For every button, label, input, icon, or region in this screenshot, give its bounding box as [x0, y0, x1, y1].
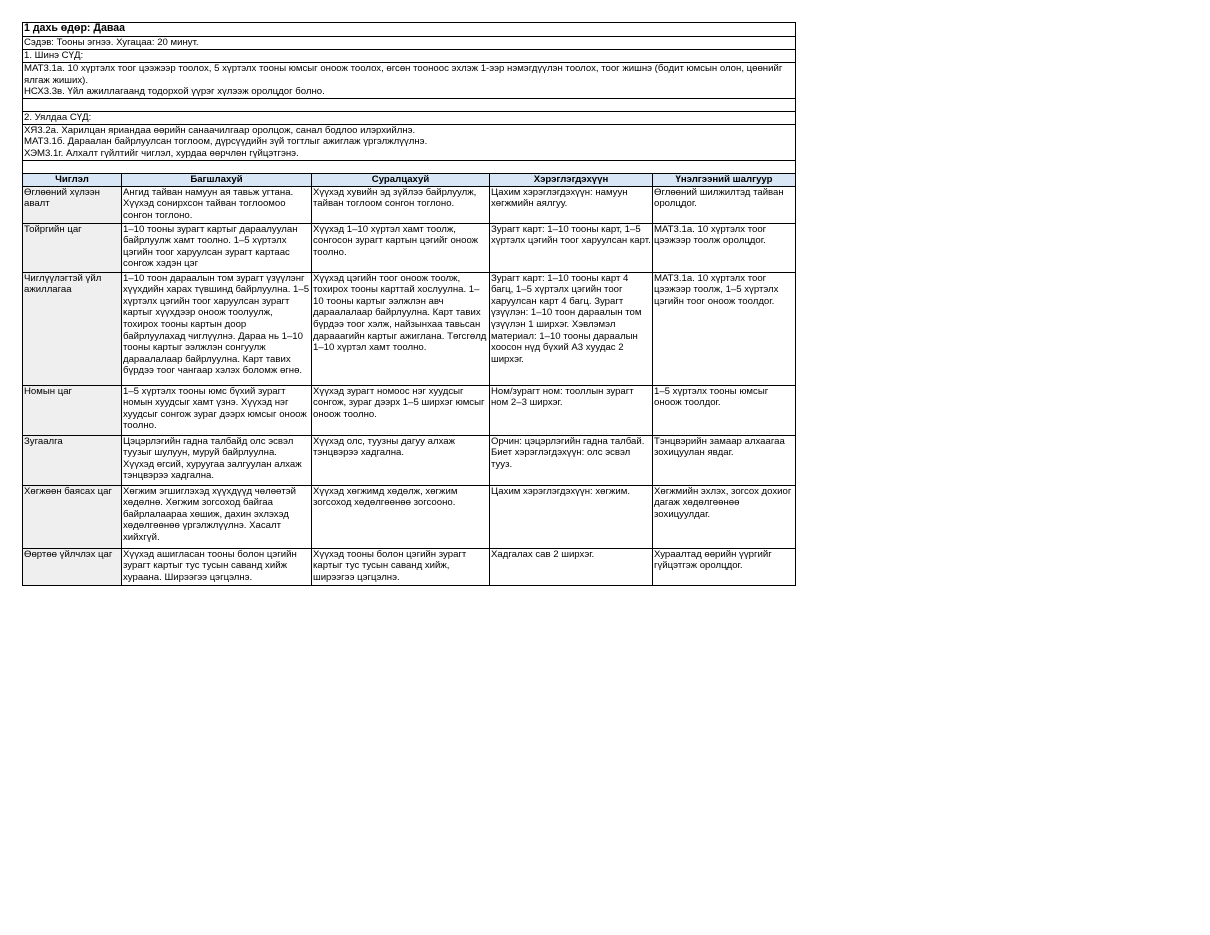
- table-row: [23, 435, 796, 485]
- column-header: Хэрэглэгдэхүүн: [490, 173, 653, 186]
- teaching-cell: [122, 223, 312, 272]
- section1-label: 1. Шинэ СҮД:: [23, 50, 796, 63]
- lesson-header-table: [22, 22, 796, 174]
- section2-line: ХЭМ3.1г. Алхалт гүйлтийг чиглэл, хурдаа өөрчлөн гүйцэтгэнэ.: [24, 147, 299, 159]
- learning-cell: Хүүхэд зурагт номоос нэг хуудсыг сонгож, зураг дээрх 1–5 ширхэг юмсыг оноож тоолно.: [312, 385, 490, 435]
- table-row: [23, 548, 796, 585]
- teaching-text: 1–10 тоон дараалын том зурагт үзүүлэнг хүүхдийн харах түвшинд байрлуулна. 1–5 хүртэлх цэгийн тоог харуулсан зурагт картыг хүүхдээр оноож тоолуулж, тохирох тооны картын доор байрлуулахад чиглүүлнэ. Дараа нь 1–10 тооны картыг ээлжлэн сонгуулж дараалалаар байрлуулна. Карт тавих бүрдээ тоог чангаар хэлэх боломж өгнө.: [123, 272, 310, 377]
- assessment-cell: МАТ3.1а. 10 хүртэлх тоог цээжээр тоолж оролцдог.: [653, 223, 796, 272]
- stage-cell: Өөртөө үйлчлэх цаг: [23, 548, 122, 585]
- section2-content: [23, 124, 796, 160]
- assessment-cell: 1–5 хүртэлх тооны юмсыг оноож тоолдог.: [653, 385, 796, 435]
- learning-cell: Хүүхэд цэгийн тоог оноож тоолж, тохирох тооны карттай хослуулна. 1–10 тооны картыг ээлжлэн авч дараалалаар байрлуулна. Карт тавих бүрдээ тоог хэлж, найзынхаа тавьсан дарааагийн картыг ажиглана. Төгсгөлд 1–10 хүртэл хамт тоолно.: [312, 272, 490, 385]
- lesson-plan-sheet: [22, 22, 795, 586]
- table-row: [23, 272, 796, 385]
- column-header: Үнэлгээний шалгуур: [653, 173, 796, 186]
- materials-cell: Орчин: цэцэрлэгийн гадна талбай. Биет хэрэглэгдэхүүн: олс эсвэл тууз.: [490, 435, 653, 485]
- materials-cell: Цахим хэрэглэгдэхүүн: хөгжим.: [490, 485, 653, 548]
- section2-line: МАТ3.1б. Дараалан байрлуулсан тоглоом, дүрсүүдийн зүй тогтлыг ажиглаж үргэлжлүүлнэ.: [24, 136, 428, 148]
- day-title: 1 дахь өдөр: Даваа: [23, 23, 796, 37]
- teaching-cell: Ангид тайван намуун ая тавьж угтана. Хүүхэд сонирхсон тайван тоглоомоо сонгон тоглоно.: [122, 186, 312, 223]
- learning-cell: Хүүхэд 1–10 хүртэл хамт тоолж, сонгосон зурагт картын цэгийг оноож тоолно.: [312, 223, 490, 272]
- teaching-cell: [122, 272, 312, 385]
- materials-cell: Зурагт карт: 1–10 тооны карт, 1–5 хүртэлх цэгийн тоог харуулсан карт.: [490, 223, 653, 272]
- table-row: [23, 186, 796, 223]
- assessment-cell: Хөгжмийн эхлэх, зогсох дохиог дагаж хөдөлгөөнөө зохицуулдаг.: [653, 485, 796, 548]
- topic-line: Сэдэв: Тооны эгнээ. Хугацаа: 20 минут.: [23, 37, 796, 50]
- teaching-cell: 1–5 хүртэлх тооны юмс бүхий зурагт номын хуудсыг хамт үзнэ. Хүүхэд нэг хуудсыг сонгож зураг дээрх юмсыг оноож тоолно.: [122, 385, 312, 435]
- materials-cell: Ном/зурагт ном: тооллын зурагт ном 2–3 ширхэг.: [490, 385, 653, 435]
- materials-cell: Зурагт карт: 1–10 тооны карт 4 багц, 1–5 хүртэлх цэгийн тоог харуулсан карт 4 багц. Зурагт үзүүлэн: 1–10 тоон дараалын том үзүүлэн 1 ширхэг. Хэвлэмэл материал: 1–10 тооны дараалын хоосон нүд бүхий А3 хуудас 2 ширхэг.: [490, 272, 653, 385]
- stage-cell: Тойргийн цаг: [23, 223, 122, 272]
- assessment-cell: Хураалтад өөрийн үүргийг гүйцэтгэж оролцдог.: [653, 548, 796, 585]
- stage-cell: Өглөөний хүлээн авалт: [23, 186, 122, 223]
- section2-label: 2. Уялдаа СҮД:: [23, 111, 796, 124]
- section2-line: ХЯ3.2а. Харилцан яриандаа өөрийн санаачилгаар оролцож, санал бодлоо илэрхийлнэ.: [24, 124, 416, 136]
- empty-row: [23, 160, 796, 173]
- materials-cell: Цахим хэрэглэгдэхүүн: намуун хөгжмийн аялгуу.: [490, 186, 653, 223]
- section1-line: НСХ3.3в. Үйл ажиллагаанд тодорхой үүрэг хүлээж оролцдог болно.: [24, 86, 325, 98]
- stage-cell: Зугаалга: [23, 435, 122, 485]
- learning-cell: Хүүхэд олс, туузны дагуу алхаж тэнцвэрээ хадгална.: [312, 435, 490, 485]
- assessment-cell: МАТ3.1а. 10 хүртэлх тоог цээжээр тоолж, 1–5 хүртэлх цэгийн тоог оноож тоолдог.: [653, 272, 796, 385]
- section1-line: МАТ3.1а. 10 хүртэлх тоог цээжээр тоолох, 5 хүртэлх тооны юмсыг оноож тоолох, өгсөн тооноос эхлэж 1-ээр нэмэгдүүлэн тоолох, тоог жишнэ (бодит юмсын олон, цөөнийг ялгаж жиших).: [24, 63, 783, 86]
- teaching-cell: Цэцэрлэгийн гадна талбайд олс эсвэл туузыг шулуун, муруй байрлуулна. Хүүхэд өгсий, хуруугаа залгуулан алхаж тэнцвэрээ хадгална.: [122, 435, 312, 485]
- column-header: Чиглэл: [23, 173, 122, 186]
- teaching-cell: Хүүхэд ашигласан тооны болон цэгийн зурагт картыг тус тусын саванд хийж хураана. Ширээгээ цэгцэлнэ.: [122, 548, 312, 585]
- table-row: [23, 485, 796, 548]
- learning-cell: Хүүхэд хөгжимд хөдөлж, хөгжим зогсоход хөдөлгөөнөө зогсооно.: [312, 485, 490, 548]
- column-header: Суралцахуй: [312, 173, 490, 186]
- assessment-cell: Тэнцвэрийн замаар алхаагаа зохицуулан явдаг.: [653, 435, 796, 485]
- learning-cell: Хүүхэд хувийн эд зүйлээ байрлуулж, тайван тоглоом сонгон тоглоно.: [312, 186, 490, 223]
- teaching-text: 1–10 тооны зурагт картыг дараалуулан байрлуулж хамт тоолно. 1–5 хүртэлх цэгийн тоог харуулсан зурагт картаас сонгож хэдэн цэг: [123, 223, 298, 270]
- assessment-cell: Өглөөний шилжилтэд тайван оролцдог.: [653, 186, 796, 223]
- section1-content: [23, 63, 796, 99]
- column-header: Багшлахуй: [122, 173, 312, 186]
- empty-row: [23, 98, 796, 111]
- activity-table: [22, 173, 796, 586]
- stage-cell: Чиглүүлэгтэй үйл ажиллагаа: [23, 272, 122, 385]
- materials-cell: Хадгалах сав 2 ширхэг.: [490, 548, 653, 585]
- table-header-row: [23, 173, 796, 186]
- teaching-cell: Хөгжим эгшиглэхэд хүүхдүүд чөлөөтэй хөдөлнө. Хөгжим зогсоход байгаа байрлалаараа хөшиж, дахин эхлэхэд хөдөлгөөнөө үргэлжлүүлнэ. Хасалт хийхгүй.: [122, 485, 312, 548]
- table-row: [23, 223, 796, 272]
- table-row: [23, 385, 796, 435]
- learning-cell: Хүүхэд тооны болон цэгийн зурагт картыг тус тусын саванд хийж, ширээгээ цэгцэлнэ.: [312, 548, 490, 585]
- stage-cell: Номын цаг: [23, 385, 122, 435]
- stage-cell: Хөгжөөн баясах цаг: [23, 485, 122, 548]
